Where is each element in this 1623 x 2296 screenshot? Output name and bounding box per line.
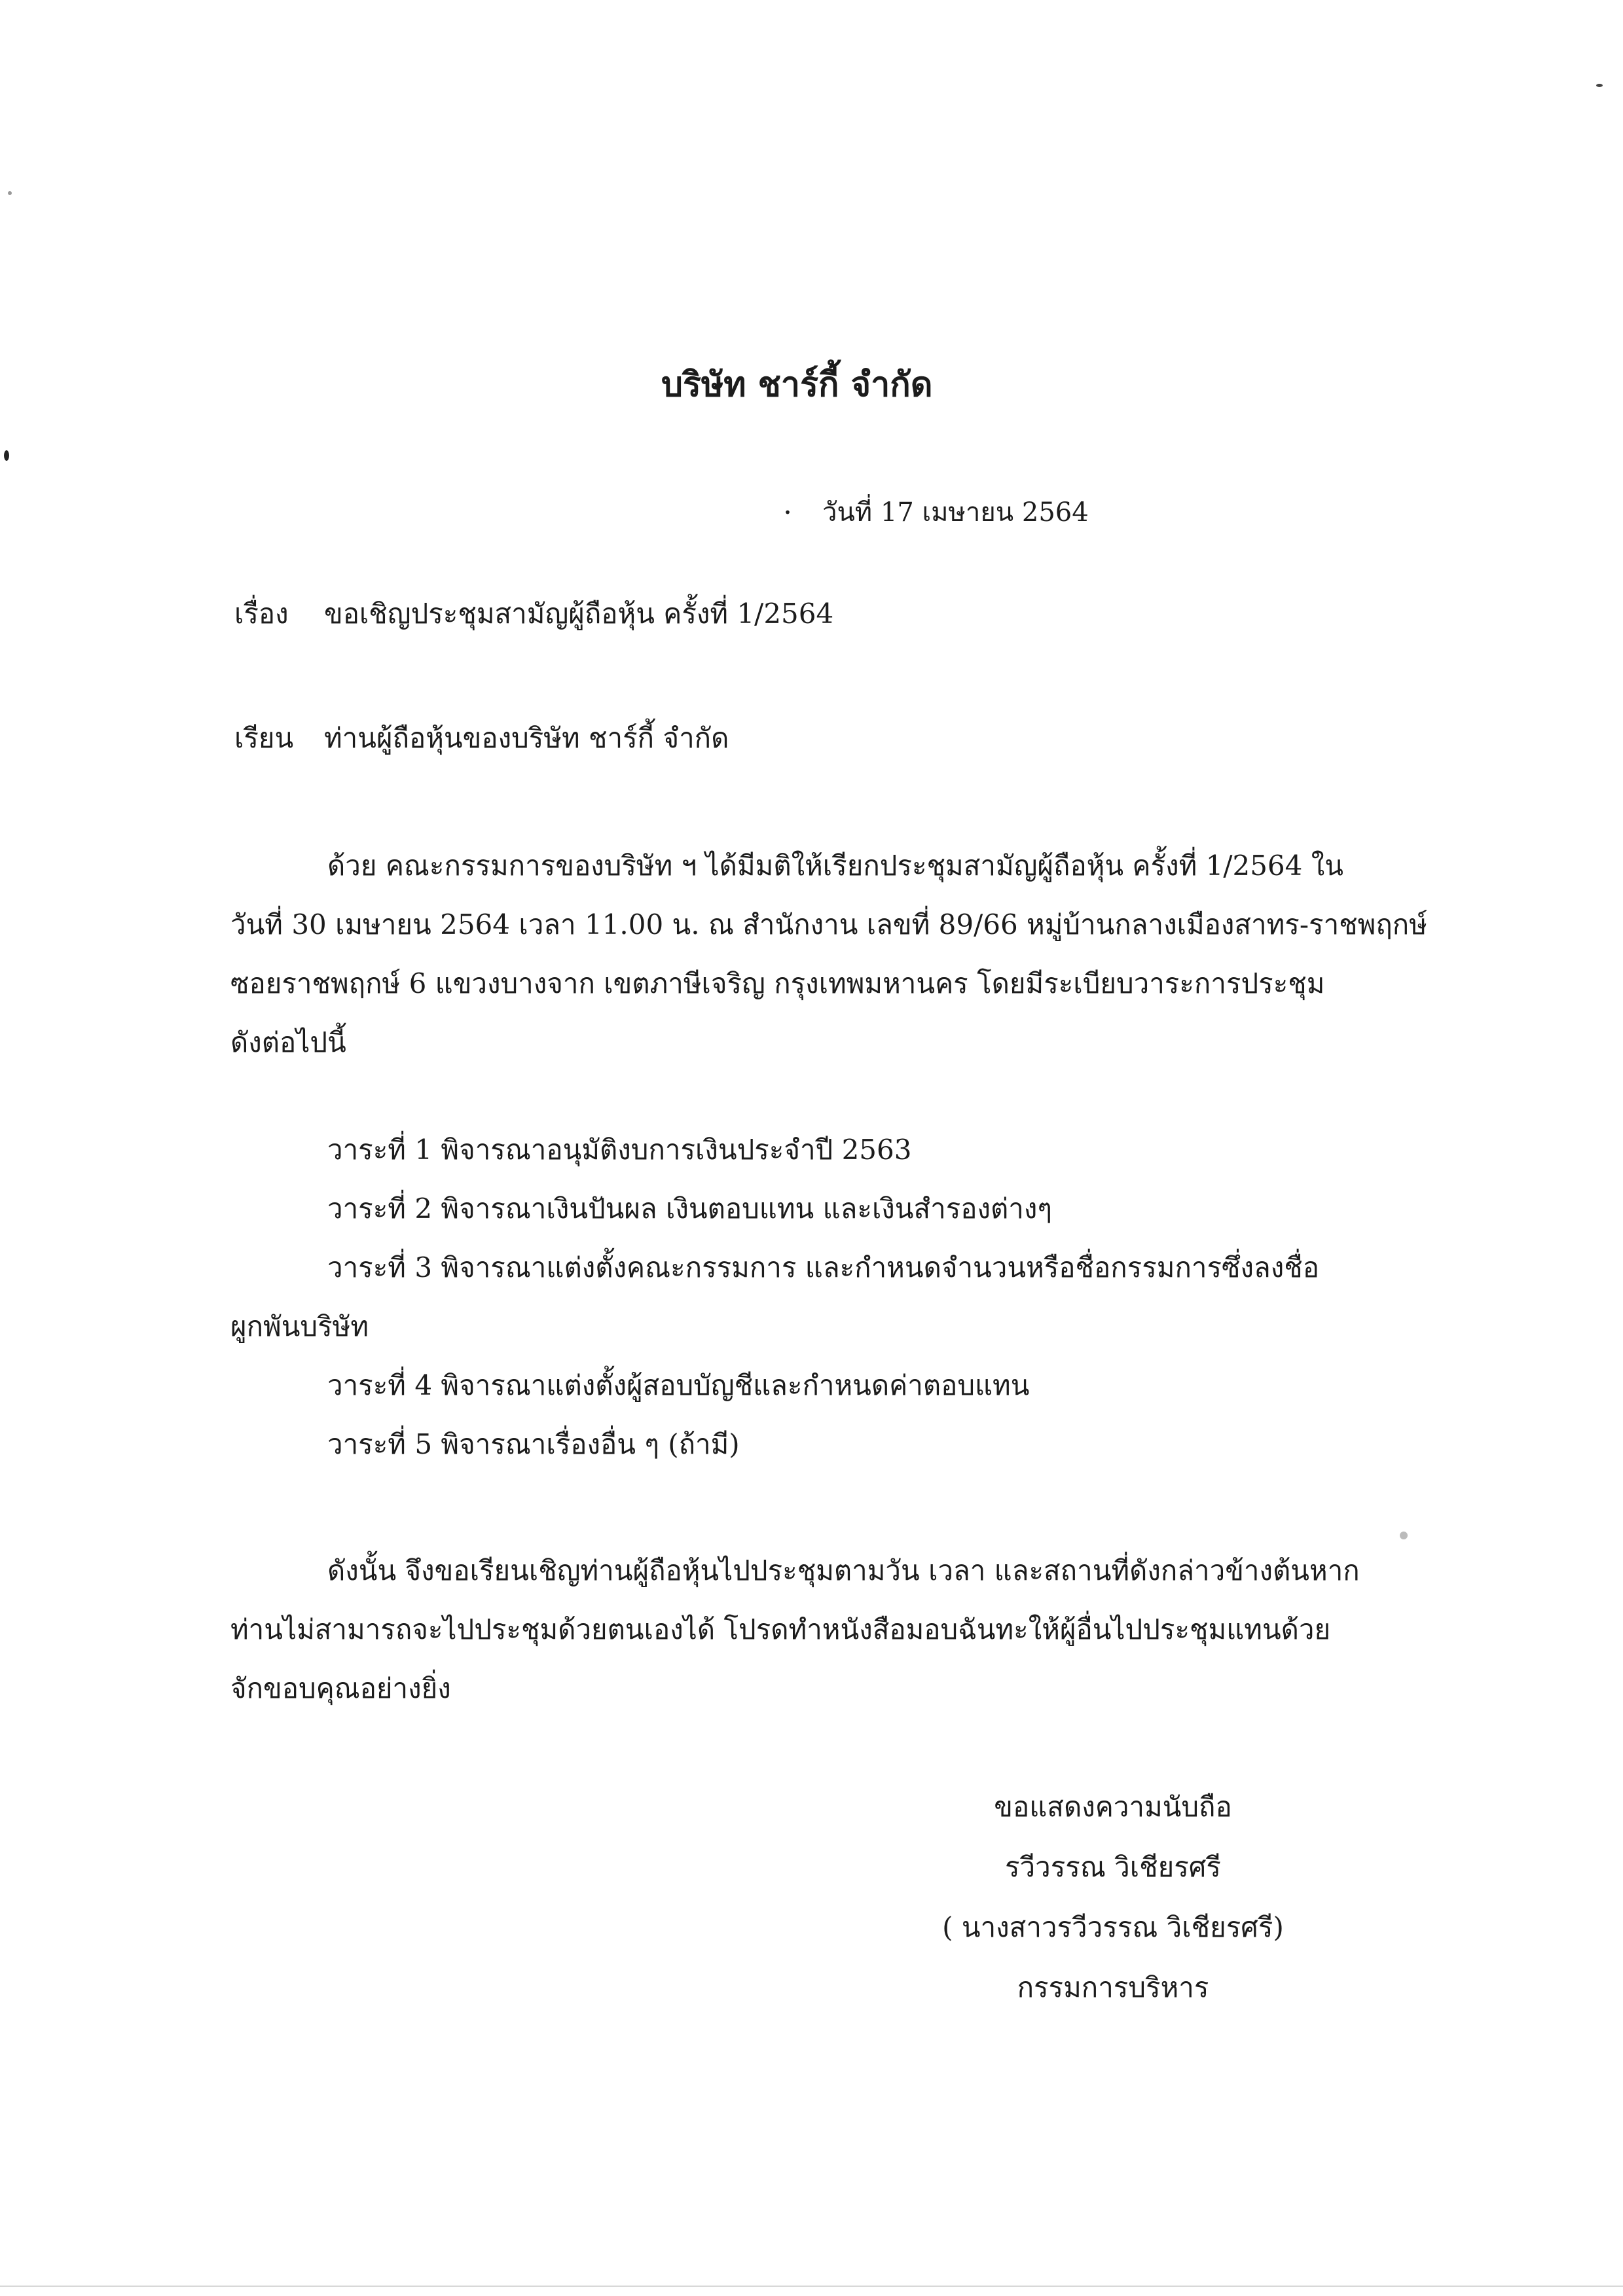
paragraph-line: ซอยราชพฤกษ์ 6 แขวงบางจาก เขตภาษีเจริญ กรุงเทพมหานคร โดยมีระเบียบวาระการประชุม xyxy=(230,967,1325,999)
scan-speck xyxy=(1596,84,1603,87)
signer-position: กรรมการบริหาร xyxy=(1017,1971,1209,2003)
body-paragraph-1 xyxy=(230,836,1427,1072)
agenda-item-1: วาระที่ 1 พิจารณาอนุมัติงบการเงินประจำปี 2563 xyxy=(327,1134,912,1166)
date-mark: . xyxy=(783,488,792,521)
addressee-label: เรียน xyxy=(234,722,294,754)
paragraph-line: จักขอบคุณอย่างยิ่ง xyxy=(230,1672,451,1704)
addressee-text: ท่านผู้ถือหุ้นของบริษัท ชาร์กี้ จำกัด xyxy=(324,722,729,754)
paragraph-line: ด้วย คณะกรรมการของบริษัท ฯ ได้มีมติให้เรียกประชุมสามัญผู้ถือหุ้น ครั้งที่ 1/2564 ใน xyxy=(327,850,1343,882)
agenda-item-2: วาระที่ 2 พิจารณาเงินปันผล เงินตอบแทน และเงินสำรองต่างๆ xyxy=(327,1193,1052,1225)
signature-block xyxy=(851,1777,1375,2018)
letter-date: วันที่ 17 เมษายน 2564 xyxy=(822,497,1089,528)
subject-text: ขอเชิญประชุมสามัญผู้ถือหุ้น ครั้งที่ 1/2564 xyxy=(324,598,834,630)
agenda-item-5: วาระที่ 5 พิจารณาเรื่องอื่น ๆ (ถ้ามี) xyxy=(327,1428,740,1460)
scan-speck xyxy=(1400,1532,1408,1539)
paragraph-line: วันที่ 30 เมษายน 2564 เวลา 11.00 น. ณ สำนักงาน เลขที่ 89/66 หมู่บ้านกลางเมืองสาทร-ราชพฤกษ์ xyxy=(230,908,1427,941)
company-title: บริษัท ชาร์กี้ จำกัด xyxy=(661,365,933,404)
full-name: ( นางสาวรวีวรรณ วิเชียรศรี) xyxy=(942,1911,1284,1943)
body-paragraph-2 xyxy=(230,1541,1373,1718)
agenda-item-3-continued: ผูกพันบริษัท xyxy=(230,1310,369,1342)
scan-edge-line xyxy=(0,2286,1623,2287)
paragraph-line: ดังนั้น จึงขอเรียนเชิญท่านผู้ถือหุ้นไปประชุมตามวัน เวลา และสถานที่ดังกล่าวข้างต้นหาก xyxy=(327,1554,1360,1587)
paragraph-line: ดังต่อไปนี้ xyxy=(230,1026,346,1058)
signed-name: รวีวรรณ วิเชียรศรี xyxy=(1005,1851,1221,1883)
agenda-item-3: วาระที่ 3 พิจารณาแต่งตั้งคณะกรรมการ และกำหนดจำนวนหรือชื่อกรรมการซึ่งลงชื่อ xyxy=(327,1251,1320,1283)
agenda-list xyxy=(230,1121,1373,1474)
scan-speck xyxy=(8,191,12,195)
scan-speck xyxy=(4,450,9,461)
paragraph-line: ท่านไม่สามารถจะไปประชุมด้วยตนเองได้ โปรดทำหนังสือมอบฉันทะให้ผู้อื่นไปประชุมแทนด้วย xyxy=(230,1613,1331,1645)
agenda-item-4: วาระที่ 4 พิจารณาแต่งตั้งผู้สอบบัญชีและกำหนดค่าตอบแทน xyxy=(327,1369,1030,1401)
closing-text: ขอแสดงความนับถือ xyxy=(994,1791,1232,1823)
subject-label: เรื่อง xyxy=(234,598,289,630)
